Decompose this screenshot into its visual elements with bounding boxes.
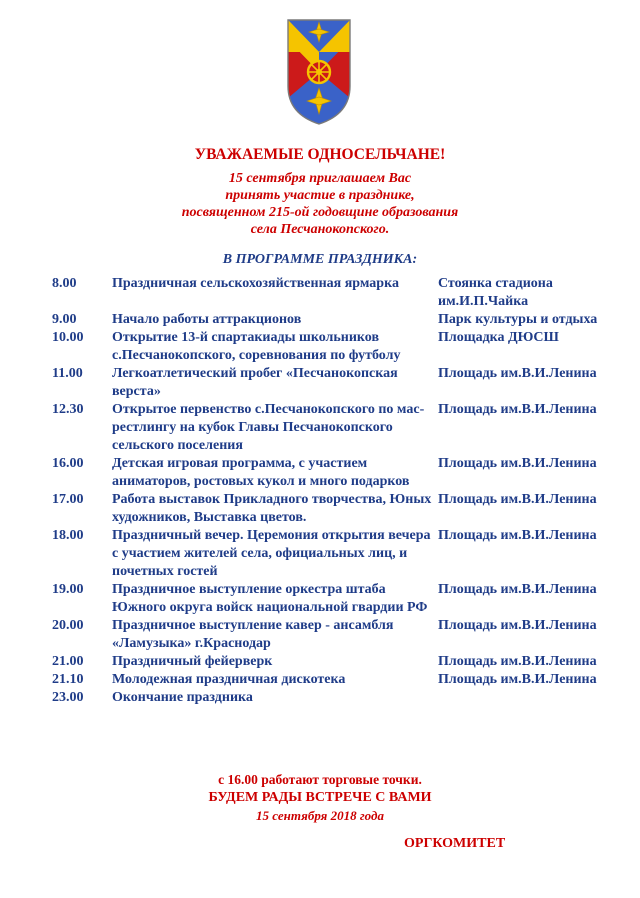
event-location: Площадь им.В.И.Ленина [438, 672, 597, 687]
event-title: Праздничный фейерверк [112, 654, 273, 669]
invitation-text [0, 170, 640, 238]
table-row [52, 365, 618, 401]
event-time: 11.00 [52, 366, 83, 381]
invitation-line: принять участие в празднике, [225, 188, 415, 203]
event-title: Праздничный вечер. Церемония открытия вечера с участием жителей села, официальных лиц, и почетных гостей [112, 528, 431, 579]
invitation-line: посвященном 215-ой годовщине образования [181, 205, 459, 220]
event-title: Легкоатлетический пробег «Песчанокопская верста» [112, 366, 398, 399]
event-location [438, 689, 618, 707]
event-title: Открытие 13-й спартакиады школьников с.Песчанокопского, соревнования по футболу [112, 330, 401, 363]
event-time: 20.00 [52, 618, 84, 633]
event-title: Окончание праздника [112, 690, 253, 705]
table-row [52, 275, 618, 311]
event-title: Молодежная праздничная дискотека [112, 672, 346, 687]
event-time: 10.00 [52, 330, 84, 345]
event-time: 19.00 [52, 582, 84, 597]
event-time: 8.00 [52, 276, 77, 291]
event-time: 23.00 [52, 690, 84, 705]
event-location: Парк культуры и отдыха [438, 312, 598, 327]
event-title: Праздничная сельскохозяйственная ярмарка [112, 276, 399, 291]
event-location: Площадь им.В.И.Ленина [438, 456, 597, 471]
table-row [52, 671, 618, 689]
trade-note: с 16.00 работают торговые точки. [218, 772, 422, 787]
table-row [52, 689, 618, 707]
event-title: Праздничное выступление кавер - ансамбля «Ламузыка» г.Краснодар [112, 618, 394, 651]
event-location: Площадь им.В.И.Ленина [438, 402, 597, 417]
event-title: Начало работы аттракционов [112, 312, 302, 327]
table-row [52, 455, 618, 491]
program-heading: В ПРОГРАММЕ ПРАЗДНИКА: [222, 252, 418, 267]
event-time: 16.00 [52, 456, 84, 471]
event-location: Площадь им.В.И.Ленина [438, 366, 597, 381]
event-title: Праздничное выступление оркестра штаба Южного округа войск национальной гвардии РФ [112, 582, 428, 615]
event-time: 17.00 [52, 492, 84, 507]
event-location: Площадь им.В.И.Ленина [438, 654, 597, 669]
event-location: Площадка ДЮСШ [438, 330, 559, 345]
date-line: 15 сентября 2018 года [256, 808, 384, 823]
event-title: Работа выставок Прикладного творчества, Юных художников, Выставка цветов. [112, 492, 432, 525]
table-row [52, 581, 618, 617]
signature: ОРГКОМИТЕТ [404, 836, 506, 851]
event-time: 21.10 [52, 672, 84, 687]
table-row [52, 617, 618, 653]
welcome-text: БУДЕМ РАДЫ ВСТРЕЧЕ С ВАМИ [208, 790, 432, 805]
event-location: Площадь им.В.И.Ленина [438, 582, 597, 597]
invitation-line: села Песчанокопского. [250, 222, 390, 237]
event-location: Площадь им.В.И.Ленина [438, 528, 597, 543]
event-location: Стоянка стадиона им.И.П.Чайка [438, 276, 553, 309]
event-location: Площадь им.В.И.Ленина [438, 618, 597, 633]
table-row [52, 491, 618, 527]
event-title: Детская игровая программа, с участием аниматоров, ростовых кукол и много подарков [112, 456, 410, 489]
table-row [52, 329, 618, 365]
event-time: 21.00 [52, 654, 84, 669]
event-title: Открытое первенство с.Песчанокопского по мас-рестлингу на кубок Главы Песчанокопского сельского поселения [112, 402, 425, 453]
table-row [52, 527, 618, 581]
table-row [52, 311, 618, 329]
coat-of-arms-emblem [286, 18, 352, 126]
event-time: 12.30 [52, 402, 84, 417]
program-table [52, 275, 618, 707]
table-row [52, 401, 618, 455]
page-title: УВАЖАЕМЫЕ ОДНОСЕЛЬЧАНЕ! [194, 146, 446, 163]
table-row [52, 653, 618, 671]
event-time: 9.00 [52, 312, 77, 327]
event-time: 18.00 [52, 528, 84, 543]
invitation-line: 15 сентября приглашаем Вас [228, 171, 412, 186]
event-location: Площадь им.В.И.Ленина [438, 492, 597, 507]
